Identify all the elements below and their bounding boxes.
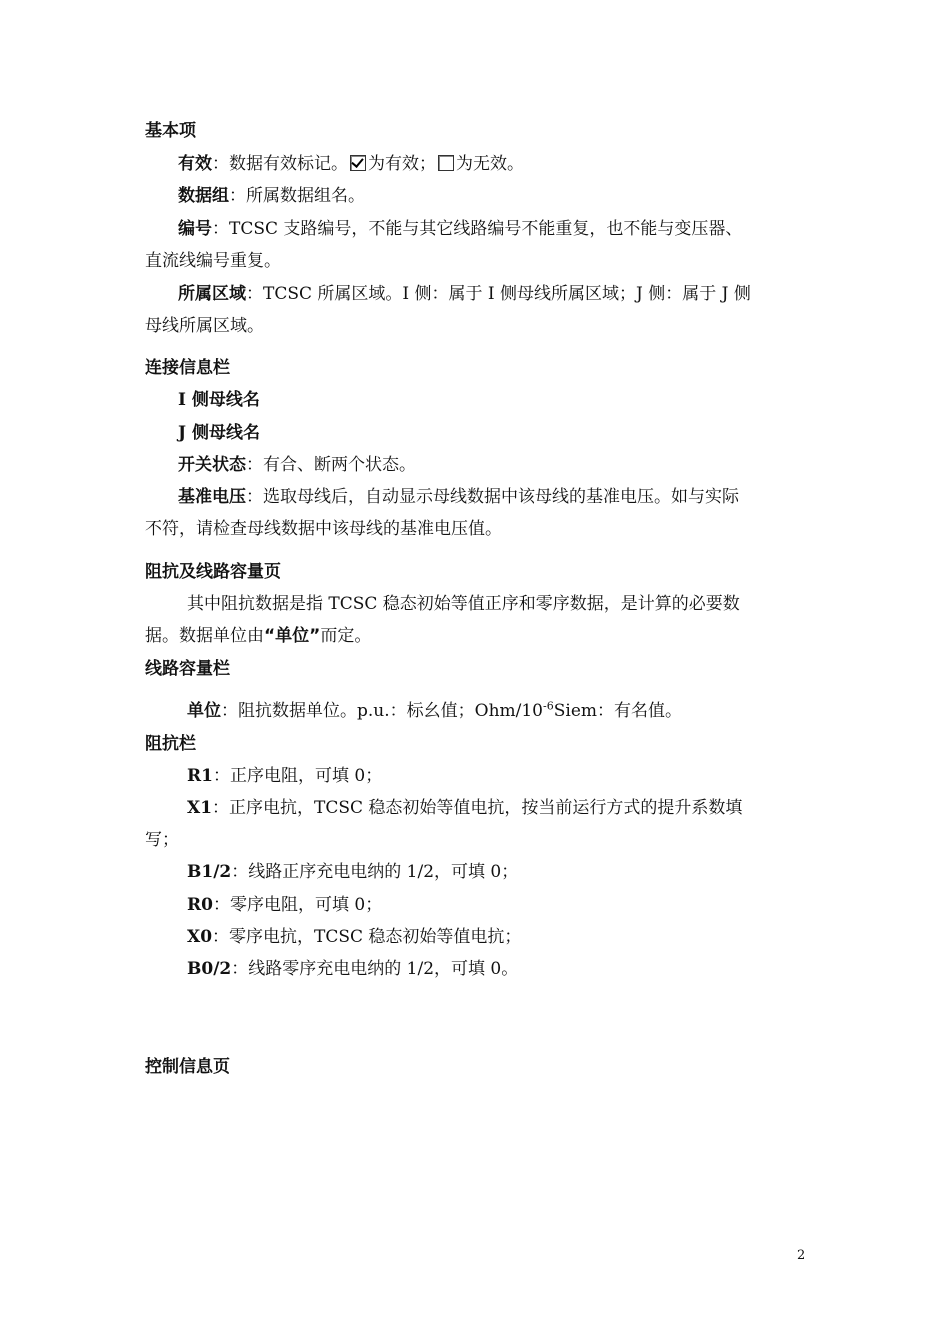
section-title-impedance-page: 阻抗及线路容量页 <box>145 562 281 582</box>
switch-line: 开关状态：有合、断两个状态。 <box>178 455 416 475</box>
r1-label: R1 <box>187 766 213 786</box>
section-title-impedance: 阻抗栏 <box>145 734 196 754</box>
unchecked-checkbox-icon <box>438 155 454 171</box>
j-bus-label: J 侧母线名 <box>178 423 260 443</box>
group-line: 数据组：所属数据组名。 <box>178 186 365 206</box>
section-title-basic: 基本项 <box>145 121 196 141</box>
x0-label: X0 <box>187 927 213 947</box>
impedance-intro-line: 其中阻抗数据是指 TCSC 稳态初始等值正序和零序数据，是计算的必要数 <box>187 594 740 614</box>
r0-label: R0 <box>187 895 213 915</box>
valid-line: 有效：数据有效标记。 为有效； 为无效。 <box>178 154 524 174</box>
id-line: 编号：TCSC 支路编号，不能与其它线路编号不能重复，也不能与变压器、 <box>178 219 743 239</box>
r1-line: R1：正序电阻，可填 0； <box>187 766 383 786</box>
valid-label: 有效 <box>178 154 212 174</box>
x1-line-cont: 写； <box>145 830 179 850</box>
area-line-cont: 母线所属区域。 <box>145 316 264 336</box>
unit-label: 单位 <box>187 701 221 721</box>
i-bus-label: I 侧母线名 <box>178 390 260 410</box>
voltage-line: 基准电压：选取母线后，自动显示母线数据中该母线的基准电压。如与实际 <box>178 487 739 507</box>
section-title-control: 控制信息页 <box>145 1057 230 1077</box>
voltage-line-cont: 不符，请检查母线数据中该母线的基准电压值。 <box>145 519 502 539</box>
x1-line: X1：正序电抗，TCSC 稳态初始等值电抗，按当前运行方式的提升系数填 <box>187 798 743 818</box>
b1-label: B1/2 <box>187 862 232 882</box>
voltage-label: 基准电压 <box>178 487 246 507</box>
area-line: 所属区域：TCSC 所属区域。I 侧：属于 I 侧母线所属区域；J 侧：属于 J 侧 <box>178 284 751 304</box>
unit-line: 单位：阻抗数据单位。p.u.：标幺值；Ohm/$10^{-6}Siem$：有名值。 <box>187 699 682 721</box>
page-number: 2 <box>797 1248 806 1263</box>
id-label: 编号 <box>178 219 212 239</box>
checked-checkbox-icon <box>350 155 366 171</box>
b1-line: B1/2：线路正序充电电纳的 1/2，可填 0； <box>187 862 519 882</box>
impedance-intro-cont: 据。数据单位由“单位”而定。 <box>145 626 372 646</box>
r0-line: R0：零序电阻，可填 0； <box>187 895 383 915</box>
section-title-connection: 连接信息栏 <box>145 358 230 378</box>
b0-label: B0/2 <box>187 959 232 979</box>
group-label: 数据组 <box>178 186 229 206</box>
area-label: 所属区域 <box>178 284 246 304</box>
x0-line: X0：零序电抗，TCSC 稳态初始等值电抗； <box>187 927 522 947</box>
switch-label: 开关状态 <box>178 455 246 475</box>
b0-line: B0/2：线路零序充电电纳的 1/2，可填 0。 <box>187 959 519 979</box>
x1-label: X1 <box>187 798 213 818</box>
id-line-cont: 直流线编号重复。 <box>145 251 281 271</box>
section-title-capacity: 线路容量栏 <box>145 659 230 679</box>
